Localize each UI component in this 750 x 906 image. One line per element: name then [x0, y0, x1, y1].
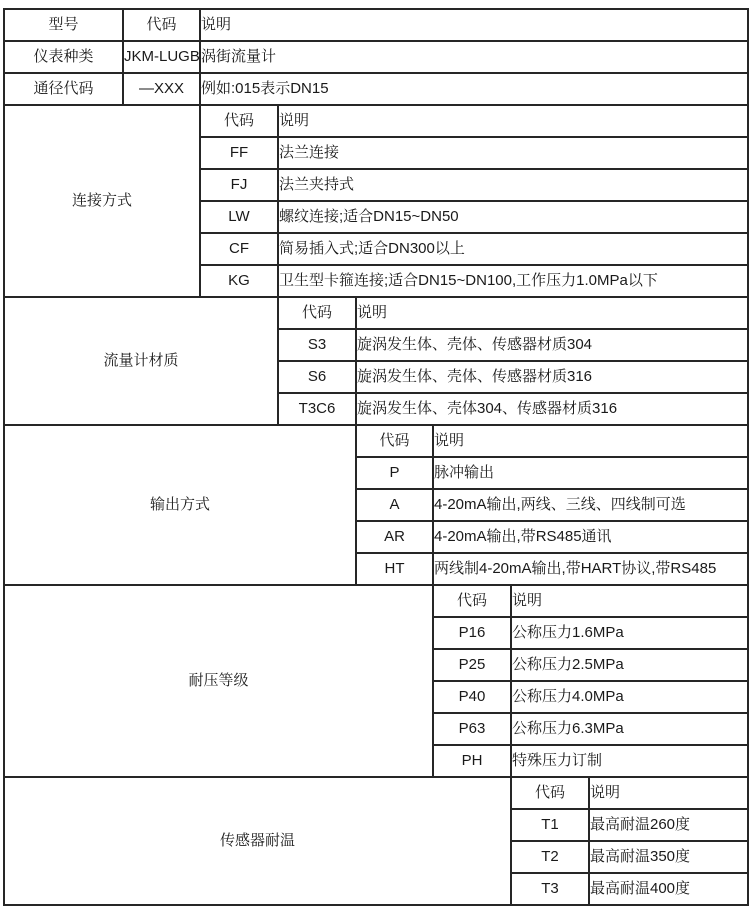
code-cell: PH [433, 745, 511, 777]
header-model-cell: 型号 [4, 9, 123, 41]
desc-cell: 脉冲输出 [433, 457, 748, 489]
instrument-type-code: JKM-LUGB [123, 41, 200, 73]
instrument-type-desc: 涡街流量计 [200, 41, 748, 73]
code-header-cell: 代码 [278, 297, 356, 329]
code-cell: S3 [278, 329, 356, 361]
code-cell: LW [200, 201, 278, 233]
desc-cell: 公称压力6.3MPa [511, 713, 748, 745]
header-code-cell: 代码 [123, 9, 200, 41]
desc-cell: 公称压力1.6MPa [511, 617, 748, 649]
desc-cell: 旋涡发生体、壳体、传感器材质316 [356, 361, 748, 393]
desc-cell: 简易插入式;适合DN300以上 [278, 233, 748, 265]
section-label-pressure-rating: 耐压等级 [4, 585, 433, 777]
desc-cell: 公称压力2.5MPa [511, 649, 748, 681]
desc-header-cell: 说明 [589, 777, 748, 809]
section-output-type-header [4, 425, 748, 457]
code-cell: HT [356, 553, 433, 585]
code-cell: P [356, 457, 433, 489]
row-instrument-type [4, 41, 748, 73]
desc-header-cell: 说明 [278, 105, 748, 137]
row-diameter-code [4, 73, 748, 105]
desc-header-cell: 说明 [511, 585, 748, 617]
desc-cell: 两线制4-20mA输出,带HART协议,带RS485 [433, 553, 748, 585]
code-cell: KG [200, 265, 278, 297]
code-header-cell: 代码 [511, 777, 589, 809]
model-selection-table [3, 8, 749, 906]
section-connection-type-header [4, 105, 748, 137]
desc-cell: 4-20mA输出,两线、三线、四线制可选 [433, 489, 748, 521]
diameter-code-label: 通径代码 [4, 73, 123, 105]
code-cell: A [356, 489, 433, 521]
code-cell: S6 [278, 361, 356, 393]
desc-cell: 最高耐温260度 [589, 809, 748, 841]
code-cell: FJ [200, 169, 278, 201]
desc-header-cell: 说明 [356, 297, 748, 329]
code-cell: FF [200, 137, 278, 169]
diameter-code-code: —XXX [123, 73, 200, 105]
code-cell: P40 [433, 681, 511, 713]
section-label-output-type: 输出方式 [4, 425, 356, 585]
desc-cell: 卫生型卡箍连接;适合DN15~DN100,工作压力1.0MPa以下 [278, 265, 748, 297]
section-label-sensor-temperature: 传感器耐温 [4, 777, 511, 905]
section-label-connection-type: 连接方式 [4, 105, 200, 297]
desc-cell: 螺纹连接;适合DN15~DN50 [278, 201, 748, 233]
section-sensor-temperature-header [4, 777, 748, 809]
desc-cell: 法兰夹持式 [278, 169, 748, 201]
instrument-type-label: 仪表种类 [4, 41, 123, 73]
section-label-body-material: 流量计材质 [4, 297, 278, 425]
desc-cell: 特殊压力订制 [511, 745, 748, 777]
code-cell: P25 [433, 649, 511, 681]
code-cell: P16 [433, 617, 511, 649]
code-cell: T3C6 [278, 393, 356, 425]
code-header-cell: 代码 [356, 425, 433, 457]
code-cell: T1 [511, 809, 589, 841]
desc-cell: 旋涡发生体、壳体304、传感器材质316 [356, 393, 748, 425]
code-cell: T3 [511, 873, 589, 905]
desc-cell: 最高耐温400度 [589, 873, 748, 905]
section-body-material-header [4, 297, 748, 329]
desc-header-cell: 说明 [433, 425, 748, 457]
code-cell: AR [356, 521, 433, 553]
desc-cell: 法兰连接 [278, 137, 748, 169]
code-header-cell: 代码 [433, 585, 511, 617]
desc-cell: 4-20mA输出,带RS485通讯 [433, 521, 748, 553]
code-cell: T2 [511, 841, 589, 873]
desc-cell: 公称压力4.0MPa [511, 681, 748, 713]
diameter-code-desc: 例如:015表示DN15 [200, 73, 748, 105]
code-cell: CF [200, 233, 278, 265]
section-pressure-rating-header [4, 585, 748, 617]
header-row [4, 9, 748, 41]
code-cell: P63 [433, 713, 511, 745]
header-desc-cell: 说明 [200, 9, 748, 41]
desc-cell: 最高耐温350度 [589, 841, 748, 873]
code-header-cell: 代码 [200, 105, 278, 137]
desc-cell: 旋涡发生体、壳体、传感器材质304 [356, 329, 748, 361]
